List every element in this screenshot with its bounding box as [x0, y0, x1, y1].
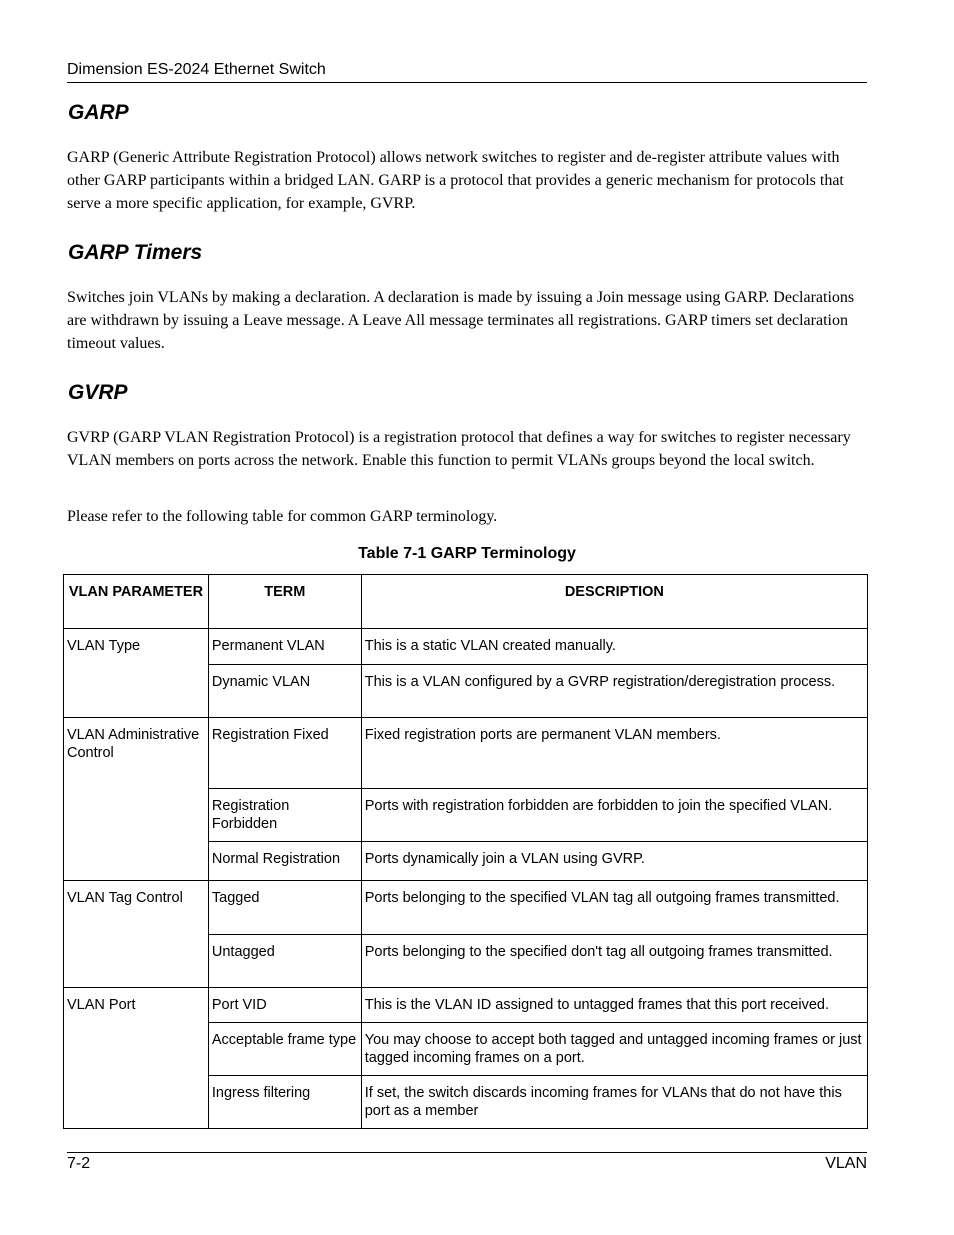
desc-cell: This is a VLAN configured by a GVRP registration/deregistration process.: [361, 665, 867, 718]
page-number: 7-2: [67, 1155, 91, 1172]
term-cell: Port VID: [208, 988, 361, 1023]
header-vlan-parameter: VLAN PARAMETER: [64, 575, 209, 629]
paragraph-garp-timers: Switches join VLANs by making a declaration. A declaration is made by issuing a Join message using GARP. Declarations are withdrawn by issuing a Leave message. A Leave All message terminates all registrations. GARP timers set declaration timeout values.: [67, 289, 855, 352]
table-row: [64, 988, 868, 1023]
table-header-row: [64, 575, 868, 629]
heading-garp: GARP: [68, 101, 129, 124]
paragraph-refer: Please refer to the following table for common GARP terminology.: [67, 508, 498, 525]
header-description: DESCRIPTION: [361, 575, 867, 629]
garp-terminology-table: [63, 574, 868, 1129]
term-cell: Dynamic VLAN: [208, 665, 361, 718]
page-header: [67, 60, 867, 83]
heading-gvrp: GVRP: [68, 381, 128, 404]
table-row: [64, 881, 868, 935]
chapter-name: VLAN: [825, 1155, 867, 1172]
heading-garp-timers: GARP Timers: [68, 241, 203, 264]
table-row: [64, 718, 868, 789]
desc-cell: Fixed registration ports are permanent VLAN members.: [361, 718, 867, 789]
param-cell: VLAN Administrative Control: [64, 718, 209, 881]
desc-cell: Ports dynamically join a VLAN using GVRP.: [361, 842, 867, 881]
term-cell: Normal Registration: [208, 842, 361, 881]
desc-cell: Ports belonging to the specified VLAN tag all outgoing frames transmitted.: [361, 881, 867, 935]
param-cell: VLAN Type: [64, 629, 209, 718]
term-cell: Ingress filtering: [208, 1076, 361, 1129]
desc-cell: If set, the switch discards incoming frames for VLANs that do not have this port as a member: [361, 1076, 867, 1129]
term-cell: Tagged: [208, 881, 361, 935]
term-cell: Registration Forbidden: [208, 789, 361, 842]
param-cell: VLAN Tag Control: [64, 881, 209, 988]
page-footer: [67, 1152, 867, 1175]
paragraph-gvrp: GVRP (GARP VLAN Registration Protocol) is a registration protocol that defines a way for switches to register necessary VLAN members on ports across the network. Enable this function to permit VLANs groups beyond the local switch.: [67, 429, 851, 469]
desc-cell: This is a static VLAN created manually.: [361, 629, 867, 665]
desc-cell: This is the VLAN ID assigned to untagged frames that this port received.: [361, 988, 867, 1023]
term-cell: Registration Fixed: [208, 718, 361, 789]
term-cell: Acceptable frame type: [208, 1023, 361, 1076]
term-cell: Permanent VLAN: [208, 629, 361, 665]
term-cell: Untagged: [208, 935, 361, 988]
desc-cell: You may choose to accept both tagged and untagged incoming frames or just tagged incoming frames on a port.: [361, 1023, 867, 1076]
param-cell: VLAN Port: [64, 988, 209, 1129]
table-caption: Table 7-1 GARP Terminology: [358, 545, 576, 562]
table-row: [64, 629, 868, 665]
desc-cell: Ports belonging to the specified don't tag all outgoing frames transmitted.: [361, 935, 867, 988]
header-title: Dimension ES-2024 Ethernet Switch: [67, 61, 326, 78]
header-term: TERM: [208, 575, 361, 629]
paragraph-garp: GARP (Generic Attribute Registration Protocol) allows network switches to register and de-register attribute values with other GARP participants within a bridged LAN. GARP is a protocol that provides a generic mechanism for protocols that serve a more specific application, for example, GVRP.: [67, 149, 844, 212]
desc-cell: Ports with registration forbidden are forbidden to join the specified VLAN.: [361, 789, 867, 842]
